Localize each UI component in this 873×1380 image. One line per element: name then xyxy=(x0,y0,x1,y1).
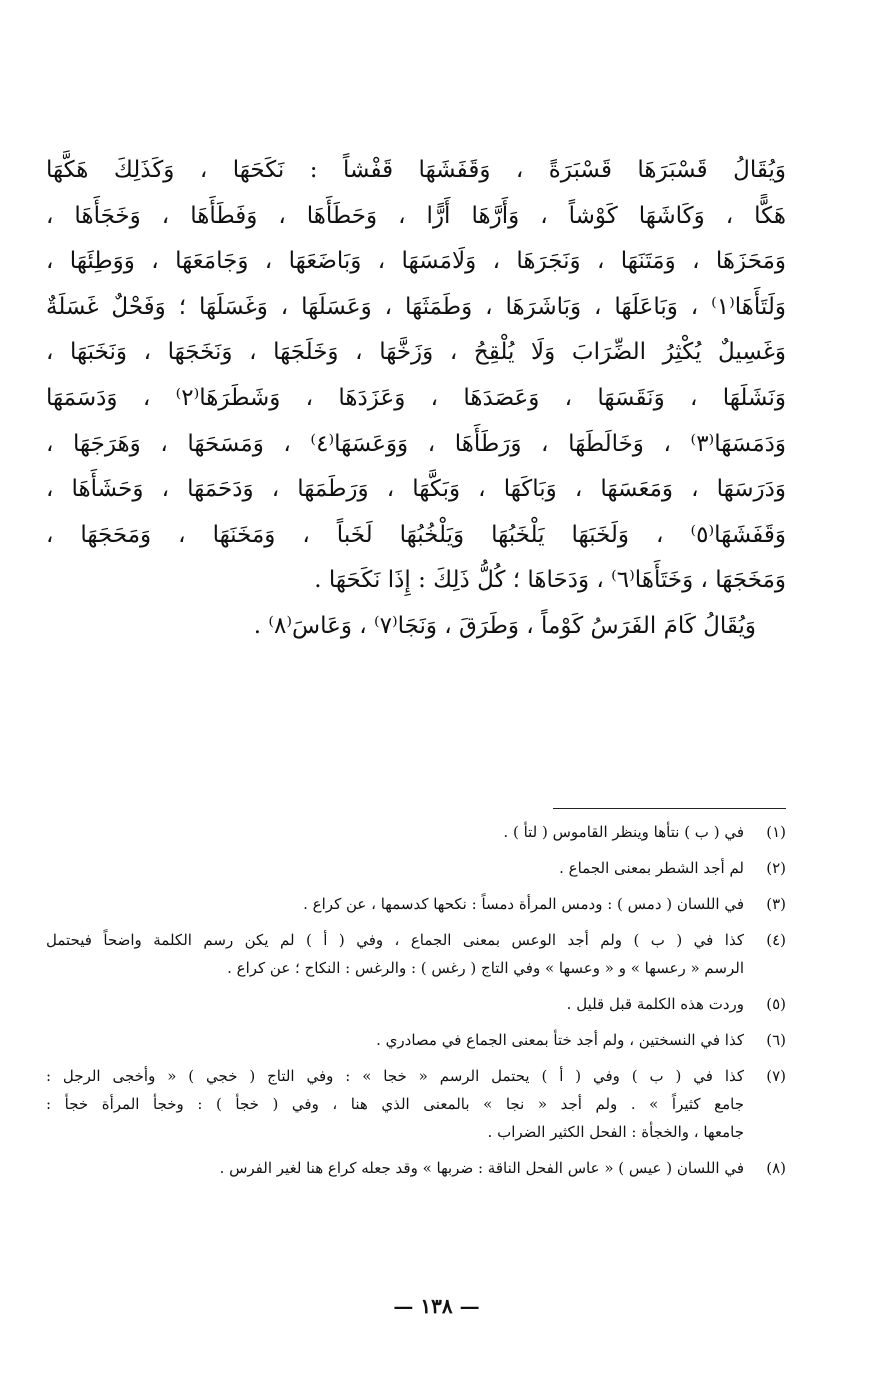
text-line: وَغَسِيلٌ يُكْثِرُ الضِّرَابَ وَلَا يُلْقِحُ ، وَزَخَّهَا ، وَخَلَجَهَا ، وَنَخَجَهَا ، وَنَخَبَهَا ، xyxy=(46,339,786,366)
footnote-text xyxy=(46,890,744,918)
footnote-number: (٦) xyxy=(766,1031,786,1049)
footnote xyxy=(46,990,786,1018)
text-line: وَدَرَسَهَا ، وَمَعَسَهَا ، وَبَاكَهَا ، وَبَكَّهَا ، وَرَطَمَهَا ، وَدَحَمَهَا ، وَحَشَأَهَا ، xyxy=(46,476,786,503)
footnote-text xyxy=(46,1026,744,1054)
footnote xyxy=(46,926,786,982)
footnote-divider xyxy=(553,808,786,809)
footnote-line: كذا في النسختين ، ولم أجد ختأ بمعنى الجماع في مصادري . xyxy=(376,1031,744,1049)
text-line: وَلَتَأَهَا⁽١⁾ ، وَبَاعَلَهَا ، وَبَاشَرَهَا ، وَطَمَثَهَا ، وَعَسَلَهَا ، وَغَسَلَهَا ؛ وَفَحْلٌ غَسَلَةٌ xyxy=(46,293,786,320)
footnote-line: وردت هذه الكلمة قبل قليل . xyxy=(566,995,744,1013)
footnote xyxy=(46,1026,786,1054)
text-line: وَيُقَالُ قَسْبَرَهَا قَسْبَرَةً ، وَقَفَشَهَا قَفْشاً : نَكَحَهَا ، وَكَذَلِكَ هَكَّهَا xyxy=(46,157,786,183)
footnote-text xyxy=(46,854,744,882)
text-line: وَنَشَلَهَا ، وَنَقَسَهَا ، وَعَصَدَهَا ، وَعَزَدَهَا ، وَشَطَرَهَا⁽٢⁾ ، وَدَسَمَهَا xyxy=(46,384,786,411)
footnote-text xyxy=(46,818,744,846)
text-line: وَمَحَزَهَا ، وَمَتَنَهَا ، وَنَجَرَهَا ، وَلَامَسَهَا ، وَبَاضَعَهَا ، وَجَامَعَهَا ، وَوَطِئَهَا ، xyxy=(46,248,786,275)
footnote-line: كذا في ( ب ) وفي ( أ ) يحتمل الرسم « خجا » : وفي التاج ( خجي ) « وأخجى الرجل : xyxy=(46,1067,744,1085)
footnote-number: (٤) xyxy=(766,931,786,949)
footnote xyxy=(46,890,786,918)
text-line: وَقَفَشَهَا⁽٥⁾ ، وَلَخَبَهَا يَلْخَبُهَا وَيَلْخُبُهَا لَخَباً ، وَمَخَنَهَا ، وَمَحَجَهَا ، xyxy=(46,521,786,548)
footnote xyxy=(46,854,786,882)
footnote-text xyxy=(46,1062,744,1146)
footnote-number: (٥) xyxy=(766,995,786,1013)
footnote-text xyxy=(46,1154,744,1182)
footnote-line: في اللسان ( عيس ) « عاس الفحل الناقة : ضربها » وقد جعله كراع هنا لغير الفرس . xyxy=(219,1159,744,1177)
footnote-number: (٧) xyxy=(766,1067,786,1085)
footnotes xyxy=(46,818,786,1190)
text-line: هَكًّا ، وَكَاشَهَا كَوْشاً ، وَأَرَّهَا أَرًّا ، وَحَطَأَهَا ، وَفَطَأَهَا ، وَخَجَأَهَا ، xyxy=(46,202,786,229)
page-number: — ١٣٨ — xyxy=(393,1294,480,1318)
footnote-line: جامعها ، والخجأة : الفحل الكثير الضراب . xyxy=(487,1123,744,1141)
main-text xyxy=(46,148,786,650)
footnote-line: في ( ب ) نتأها وينظر القاموس ( لتأ ) . xyxy=(503,823,744,841)
footnote-line: جامع كثيراً » . ولم أجد « نجا » بالمعنى الذي هنا ، وفي ( خجأ ) : وخجأ المرأة خجأ : xyxy=(46,1095,744,1113)
footnote-line: لم أجد الشطر بمعنى الجماع . xyxy=(559,859,744,877)
footnote-number: (٣) xyxy=(766,895,786,913)
footnote-text xyxy=(46,990,744,1018)
text-line: وَيُقَالُ كَامَ الفَرَسُ كَوْماً ، وَطَرَقَ ، وَنَجَا⁽٧⁾ ، وَعَاسَ⁽٨⁾ . xyxy=(253,612,756,639)
text-line: وَمَخَجَهَا ، وَخَتَأَهَا⁽٦⁾ ، وَدَحَاهَا ؛ كُلُّ ذَلِكَ : إِذَا نَكَحَهَا . xyxy=(314,567,786,594)
footnote-line: كذا في ( ب ) ولم أجد الوعس بمعنى الجماع ، وفي ( أ ) لم يكن رسم الكلمة واضحاً فيحتمل xyxy=(46,931,744,949)
footnote xyxy=(46,1154,786,1182)
footnote-number: (٨) xyxy=(766,1159,786,1177)
text-line: وَدَمَسَهَا⁽٣⁾ ، وَخَالَطَهَا ، وَرَطَأَهَا ، وَوَعَسَهَا⁽٤⁾ ، وَمَسَحَهَا ، وَهَرَجَهَا ، xyxy=(46,430,786,457)
footnote-number: (٢) xyxy=(766,859,786,877)
footnote-line: في اللسان ( دمس ) : ودمس المرأة دمساً : نكحها كدسمها ، عن كراع . xyxy=(303,895,744,913)
footnote-line: الرسم « رعسها » و « وعسها » وفي التاج ( رغس ) : والرغس : النكاح ؛ عن كراع . xyxy=(227,959,744,977)
footnote-text xyxy=(46,926,744,982)
footnote-number: (١) xyxy=(766,823,786,841)
footnote xyxy=(46,818,786,846)
footnote xyxy=(46,1062,786,1146)
